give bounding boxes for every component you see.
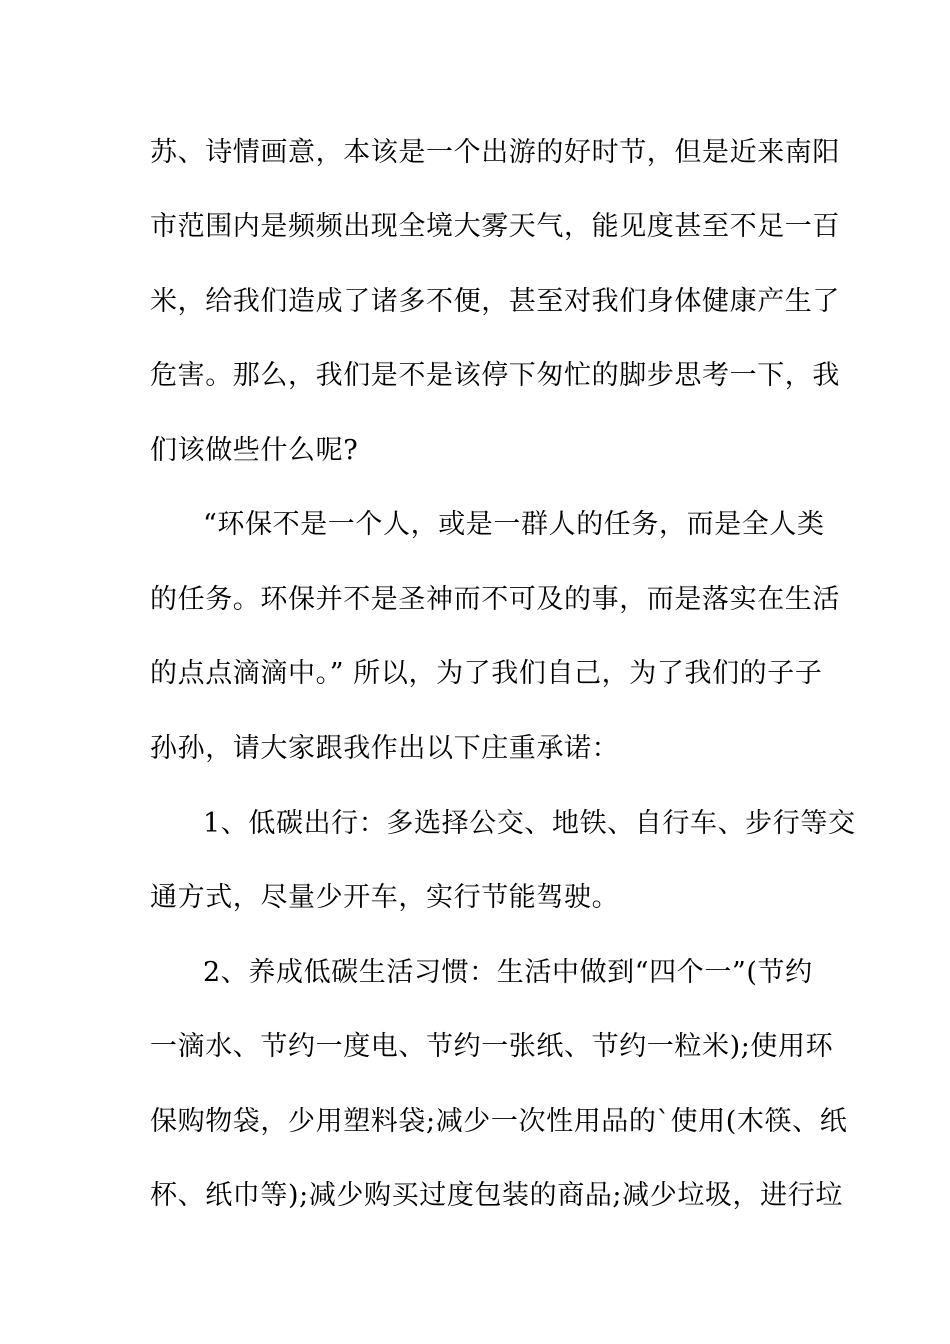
- text-line: 米，给我们造成了诸多不便，甚至对我们身体健康产生了: [150, 286, 840, 317]
- text-line: 2、养成低碳生活习惯：生活中做到“四个一”(节约: [203, 957, 813, 988]
- text-line: 1、低碳出行：多选择公交、地铁、自行车、步行等交: [203, 808, 856, 839]
- text-line: 的任务。环保并不是圣神而不可及的事，而是落实在生活: [150, 584, 840, 615]
- text-line: 市范围内是频频出现全境大雾天气，能见度甚至不足一百: [150, 211, 840, 242]
- text-line: 孙孙，请大家跟我作出以下庄重承诺：: [150, 733, 620, 764]
- text-line: 苏、诗情画意，本该是一个出游的好时节，但是近来南阳: [150, 137, 840, 168]
- text-line: 通方式，尽量少开车，实行节能驾驶。: [150, 882, 620, 913]
- text-line: 杯、纸巾等);减少购买过度包装的商品;减少垃圾，进行垃: [150, 1180, 843, 1211]
- text-line: 的点点滴滴中。” 所以，为了我们自己，为了我们的子子: [150, 658, 823, 689]
- text-line: 们该做些什么呢?: [150, 435, 359, 466]
- text-line: 危害。那么，我们是不是该停下匆忙的脚步思考一下，我: [150, 360, 840, 391]
- text-line: 一滴水、节约一度电、节约一张纸、节约一粒米);使用环: [150, 1031, 834, 1062]
- text-line: 保购物袋，少用塑料袋;减少一次性用品的`使用(木筷、纸: [150, 1106, 848, 1137]
- text-line: “环保不是一个人，或是一群人的任务，而是全人类: [203, 509, 825, 540]
